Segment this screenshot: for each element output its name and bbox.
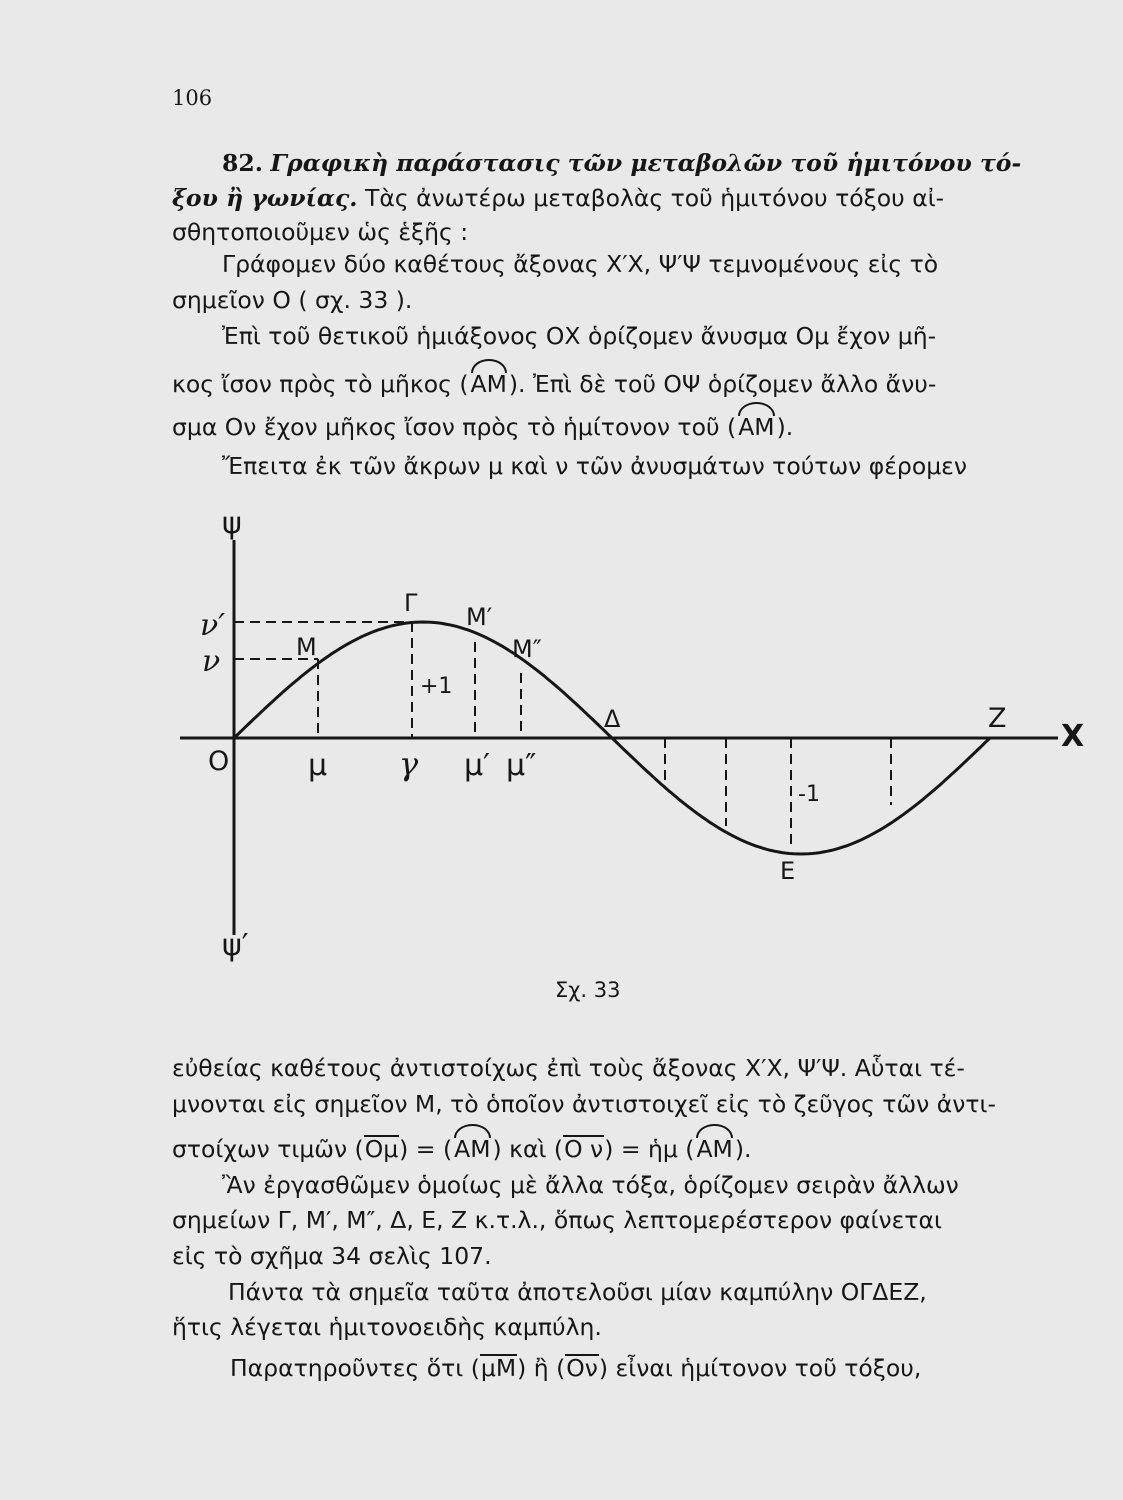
text-line xyxy=(172,368,936,400)
text-fragment: κος ἴσον πρὸς τὸ μῆκος ( xyxy=(172,370,469,398)
label-origin: Ο xyxy=(208,746,230,777)
arc-AM: ΑΜ xyxy=(470,370,507,398)
label-psi: ψ xyxy=(222,506,242,541)
text-line xyxy=(172,1133,751,1165)
text-line: σημεῖον Ο ( σχ. 33 ). xyxy=(172,286,413,314)
label-minus-one: -1 xyxy=(798,782,820,807)
text-line xyxy=(172,411,793,443)
text-line: σθητοποιοῦμεν ὡς ἑξῆς : xyxy=(172,218,469,246)
text-line: εὐθείας καθέτους ἀντιστοίχως ἐπὶ τοὺς ἄξονας Χ′Χ, Ψ′Ψ. Αὗται τέ- xyxy=(172,1054,965,1082)
label-nu: ν xyxy=(202,644,221,679)
section-title: Γραφικὴ παράστασις τῶν μεταβολῶν τοῦ ἡμιτόνου τό- xyxy=(270,149,1022,177)
text-fragment: ) εἶναι ἡμίτονον τοῦ τόξου, xyxy=(598,1354,922,1382)
text-line: Ἂν ἐργασθῶμεν ὁμοίως μὲ ἄλλα τόξα, ὁρίζομεν σειρὰν ἄλλων xyxy=(222,1171,959,1199)
text-line xyxy=(230,1352,921,1384)
text-fragment: στοίχων τιμῶν ( xyxy=(172,1135,364,1163)
text-fragment: ) = ( xyxy=(399,1135,453,1163)
vector-Om: Ομ xyxy=(364,1135,399,1163)
text-fragment: σμα Ον ἔχον μῆκος ἴσον πρὸς τὸ ἡμίτονον τοῦ ( xyxy=(172,413,737,441)
label-E: Ε xyxy=(780,857,796,885)
section-number: 82. xyxy=(222,149,263,177)
label-gamma: γ xyxy=(399,745,419,783)
text-fragment: Παρατηροῦντες ὅτι ( xyxy=(230,1354,480,1382)
label-psi-prime: ψ′ xyxy=(222,928,249,963)
text-line: Γράφομεν δύο καθέτους ἄξονας Χ′Χ, Ψ′Ψ τεμνομένους εἰς τὸ xyxy=(222,250,939,278)
page-number: 106 xyxy=(172,86,213,110)
vector-muM: μΜ xyxy=(480,1354,517,1382)
section-text: Τὰς ἀνωτέρω μεταβολὰς τοῦ ἡμιτόνου τόξου αἰ- xyxy=(364,184,945,212)
section-heading-line1 xyxy=(222,147,1021,179)
section-heading-line2 xyxy=(172,182,944,214)
label-Z: Ζ xyxy=(988,703,1007,734)
label-mu-prime: μ′ xyxy=(464,748,490,783)
text-line: σημείων Γ, Μ′, Μ″, Δ, Ε, Ζ κ.τ.λ., ὅπως λεπτομερέστερον φαίνεται xyxy=(172,1206,942,1234)
label-Delta: Δ xyxy=(604,705,621,733)
label-M-prime: Μ′ xyxy=(466,603,493,631)
figure-caption: Σχ. 33 xyxy=(555,978,621,1002)
label-M: Μ xyxy=(296,633,317,661)
text-fragment: ) καὶ ( xyxy=(492,1135,564,1163)
label-M-dprime: Μ″ xyxy=(512,635,542,663)
vector-On: Ο ν xyxy=(564,1135,604,1163)
arc-AM: ΑΜ xyxy=(738,413,775,441)
text-line: Ἔπειτα ἐκ τῶν ἄκρων μ καὶ ν τῶν ἀνυσμάτων τούτων φέρομεν xyxy=(222,452,968,480)
arc-AM: ΑΜ xyxy=(454,1135,491,1163)
text-fragment: ). xyxy=(776,413,794,441)
label-x: Χ xyxy=(1061,719,1085,754)
text-line: μνονται εἰς σημεῖον Μ, τὸ ὁποῖον ἀντιστοιχεῖ εἰς τὸ ζεῦγος τῶν ἀντι- xyxy=(172,1090,996,1118)
text-fragment: ) ἢ ( xyxy=(517,1354,566,1382)
text-line: Ἐπὶ τοῦ θετικοῦ ἡμιάξονος ΟΧ ὁρίζομεν ἄνυσμα Ομ ἔχον μῆ- xyxy=(222,322,937,350)
label-nu-prime: ν′ xyxy=(200,608,226,643)
section-title-end: ξου ἢ γωνίας. xyxy=(172,184,358,212)
label-mu: μ xyxy=(308,748,328,783)
label-Gamma: Γ xyxy=(404,589,418,617)
text-line: Πάντα τὰ σημεῖα ταῦτα ἀποτελοῦσι μίαν καμπύλην ΟΓΔΕΖ, xyxy=(228,1278,927,1306)
text-fragment: ) = ἡμ ( xyxy=(604,1135,695,1163)
text-fragment: ). Ἐπὶ δὲ τοῦ ΟΨ ὁρίζομεν ἄλλο ἄνυ- xyxy=(508,370,937,398)
text-line: ἥτις λέγεται ἡμιτονοειδὴς καμπύλη. xyxy=(172,1313,602,1341)
sine-figure xyxy=(160,495,1100,975)
vector-On: Ον xyxy=(566,1354,598,1382)
text-line: εἰς τὸ σχῆμα 34 σελὶς 107. xyxy=(172,1242,492,1270)
label-plus-one: +1 xyxy=(420,674,453,699)
label-mu-dprime: μ″ xyxy=(506,748,537,783)
text-fragment: ). xyxy=(734,1135,752,1163)
arc-AM: ΑΜ xyxy=(696,1135,733,1163)
